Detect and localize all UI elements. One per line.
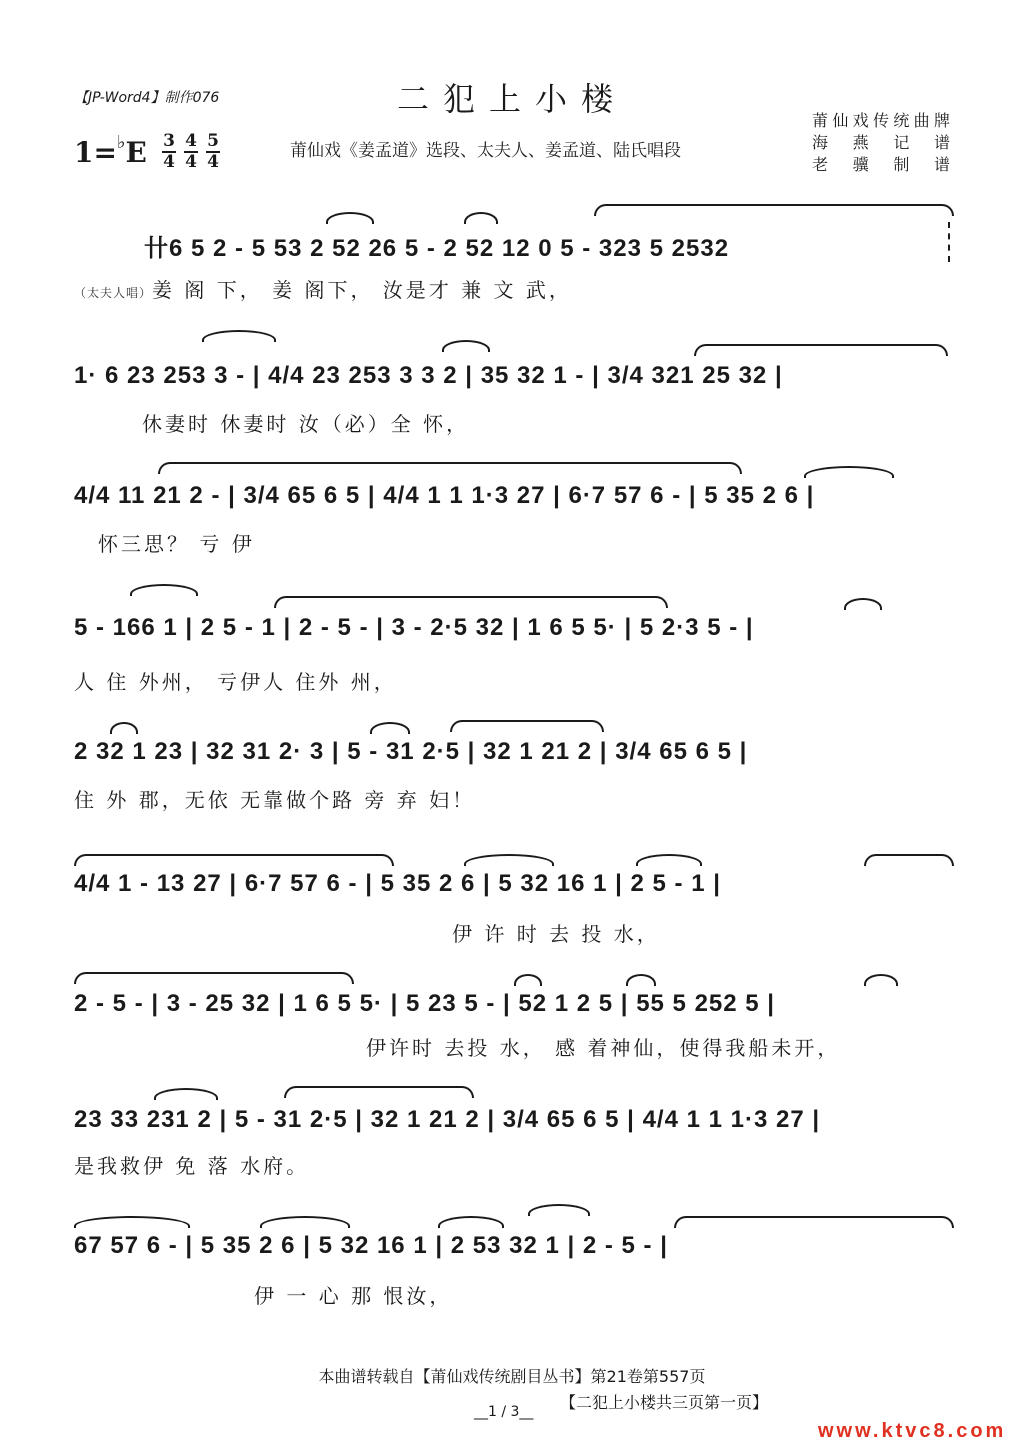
credit-genre: 莆仙戏传统曲牌 <box>812 111 952 130</box>
meter-3-4: $\frac{3}{4}$ <box>163 131 175 172</box>
lyrics-line: 怀三思？ 亏 伊 <box>98 532 255 556</box>
meter-5-4: $\frac{5}{4}$ <box>207 131 219 172</box>
page-number: __1 / 3__ <box>474 1404 534 1420</box>
song-title: 二犯上小楼 <box>396 80 627 118</box>
subtitle: 莆仙戏《姜孟道》选段、太夫人、姜孟道、陆氏唱段 <box>290 141 681 161</box>
lyrics-line: 伊 一 心 那 恨汝， <box>254 1284 453 1308</box>
notation-line: 卄6 5 2 - 5 53 2 52 26 5 - 2 52 12 0 5 - 323 5 2532 <box>144 235 730 262</box>
lyrics-line: 休妻时 休妻时 汝（必）全 怀， <box>142 412 470 436</box>
maker-credit: 【JP-Word4】制作076 <box>74 90 220 106</box>
notation-line: 23 33 231 2 | 5 - 31 2·5 | 32 1 21 2 | 3/4 65 6 5 | 4/4 1 1 1·3 27 | <box>74 1106 821 1133</box>
key-note: E <box>125 136 147 169</box>
notation-line: 2 - 5 - | 3 - 25 32 | 1 6 5 5· | 5 23 5 - | 52 1 2 5 | 55 5 252 5 | <box>74 990 776 1017</box>
page-note: 【二犯上小楼共三页第一页】 <box>560 1393 769 1412</box>
notation-line: 1· 6 23 253 3 - | 4/4 23 253 3 3 2 | 35 32 1 - | 3/4 321 25 32 | <box>74 362 783 389</box>
singer-label: （太夫人唱） <box>74 286 153 300</box>
lyrics-line: 伊 许 时 去 投 水， <box>452 922 660 946</box>
meter-4-4: $\frac{4}{4}$ <box>185 131 197 172</box>
credit-transcriber: 海 燕 记 谱 <box>812 133 952 152</box>
notation-line: 67 57 6 - | 5 35 2 6 | 5 32 16 1 | 2 53 32 1 | 2 - 5 - | <box>74 1232 668 1259</box>
flat-symbol: ♭ <box>116 132 126 153</box>
source-note: 本曲谱转载自【莆仙戏传统剧目丛书】第21卷第557页 <box>318 1367 706 1386</box>
lyrics-line: （太夫人唱）姜 阁 下， 姜 阁下， 汝是才 兼 文 武， <box>74 278 572 302</box>
key-label: 1= <box>74 136 117 169</box>
credits <box>812 110 952 176</box>
notation-line: 4/4 11 21 2 - | 3/4 65 6 5 | 4/4 1 1 1·3 27 | 6·7 57 6 - | 5 35 2 6 | <box>74 482 815 509</box>
watermark: www.ktvc8.com <box>818 1420 1007 1442</box>
credit-typesetter: 老 骥 制 谱 <box>812 155 952 174</box>
lyrics-line: 人 住 外州， 亏伊人 住外 州， <box>74 670 397 694</box>
key-signature <box>74 132 147 169</box>
lyrics-line: 是我救伊 免 落 水府。 <box>74 1154 310 1178</box>
lyrics-line: 住 外 郡，无依 无靠做个路 旁 弃 妇！ <box>74 788 476 812</box>
notation-line: 4/4 1 - 13 27 | 6·7 57 6 - | 5 35 2 6 | 5 32 16 1 | 2 5 - 1 | <box>74 870 721 897</box>
time-signatures <box>162 133 220 171</box>
notation-line: 5 - 166 1 | 2 5 - 1 | 2 - 5 - | 3 - 2·5 32 | 1 6 5 5· | 5 2·3 5 - | <box>74 614 754 641</box>
lyrics-line: 伊许时 去投 水， 感 着神仙，使得我船未开， <box>366 1036 841 1060</box>
notation-line: 2 32 1 23 | 32 31 2· 3 | 5 - 31 2·5 | 32 1 21 2 | 3/4 65 6 5 | <box>74 738 748 765</box>
